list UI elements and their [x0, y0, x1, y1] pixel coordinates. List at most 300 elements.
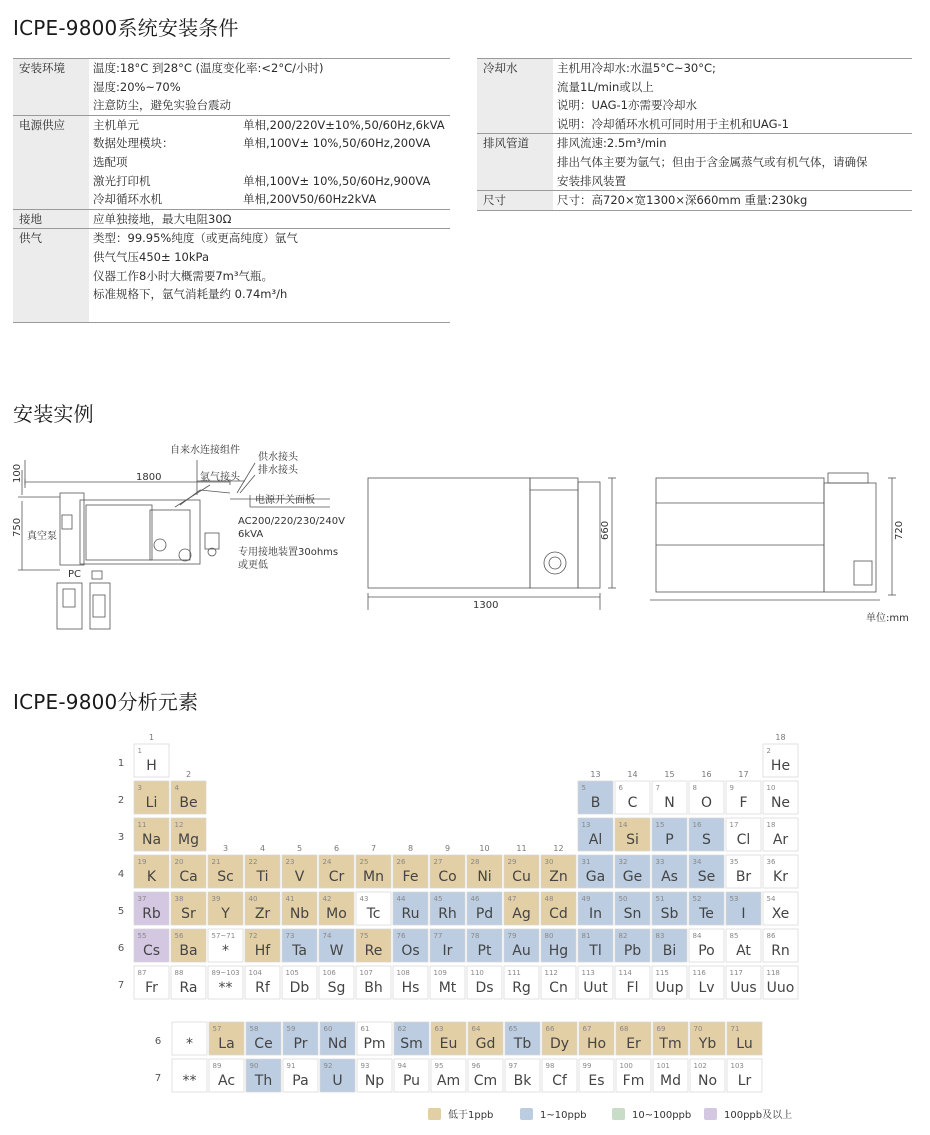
element-symbol: Li — [145, 795, 158, 811]
element-symbol: Hf — [254, 943, 271, 959]
dimension-label: 660 — [600, 520, 611, 540]
element-symbol: Eu — [439, 1036, 458, 1052]
unit-label: 单位:mm — [866, 613, 909, 624]
spec-key: 排风管道 — [477, 134, 553, 153]
section-title-install-example: 安装实例 — [13, 402, 94, 426]
atomic-number: 117 — [729, 969, 743, 977]
atomic-number: 105 — [285, 969, 299, 977]
periodic-table — [0, 730, 930, 1135]
element-symbol: Kr — [773, 869, 788, 885]
spec-value: 主机用冷却水:水温5°C~30°C; — [553, 59, 912, 78]
diagram-label: 6kVA — [238, 529, 264, 540]
element-symbol: Na — [141, 832, 162, 848]
element-symbol: Md — [660, 1073, 681, 1089]
element-symbol: Ta — [292, 943, 307, 959]
element-symbol: Ni — [477, 869, 492, 885]
element-symbol: Mt — [438, 980, 457, 996]
element-symbol: Si — [626, 832, 639, 848]
atomic-number: 32 — [618, 858, 628, 866]
spec-key — [13, 285, 89, 304]
spec-value-detail: 单相,200/220V±10%,50/60Hz,6kVA — [239, 115, 450, 134]
spec-key: 安装环境 — [13, 59, 89, 78]
element-symbol: Ir — [442, 943, 453, 959]
atomic-number: 7 — [655, 784, 660, 792]
atomic-number: 71 — [730, 1025, 740, 1033]
atomic-number: 100 — [619, 1062, 633, 1070]
atomic-number: 25 — [359, 858, 369, 866]
spec-value: 尺寸：高720×宽1300×深660mm 重量:230kg — [553, 191, 912, 211]
atomic-number: 82 — [618, 932, 628, 940]
atomic-number: 4 — [174, 784, 179, 792]
element-symbol: Pt — [477, 943, 492, 959]
atomic-number: 84 — [692, 932, 702, 940]
element-symbol: Ru — [401, 906, 420, 922]
period-number: 3 — [117, 832, 125, 843]
atomic-number: 87 — [137, 969, 147, 977]
atomic-number: 59 — [286, 1025, 296, 1033]
period-number: 5 — [117, 906, 125, 917]
atomic-number: 89~103 — [211, 969, 240, 977]
atomic-number: 55 — [137, 932, 147, 940]
spec-value-detail: 单相,200V50/60Hz2kVA — [243, 192, 377, 207]
atomic-number: 27 — [433, 858, 443, 866]
atomic-number: 30 — [544, 858, 554, 866]
spec-key — [13, 267, 89, 286]
spec-value: 数据处理模块： — [93, 136, 174, 151]
spec-key: 接地 — [13, 209, 89, 229]
atomic-number: 11 — [137, 821, 147, 829]
element-symbol: Cs — [142, 943, 161, 959]
atomic-number: 90 — [249, 1062, 259, 1070]
page-title-install-conditions: ICPE-9800系统安装条件 — [13, 16, 239, 40]
period-number: 6 — [117, 943, 125, 954]
spec-value: 湿度:20%~70% — [93, 79, 181, 94]
element-symbol: Pr — [293, 1036, 308, 1052]
atomic-number: 102 — [693, 1062, 707, 1070]
element-symbol: Es — [588, 1073, 605, 1089]
atomic-number: 104 — [248, 969, 262, 977]
element-symbol: As — [661, 869, 678, 885]
element-symbol: S — [702, 832, 711, 848]
atomic-number: 18 — [766, 821, 776, 829]
period-number: 1 — [117, 758, 125, 769]
element-symbol: Sb — [660, 906, 679, 922]
element-symbol: Mn — [363, 869, 384, 885]
element-symbol: Uup — [655, 980, 684, 996]
spec-value: 类型：99.95%纯度（或更高纯度）氩气 — [89, 229, 450, 248]
spec-key — [13, 134, 89, 153]
spec-key — [477, 153, 553, 172]
diagram-label: 氩气接头 — [200, 472, 240, 483]
element-symbol: Rn — [771, 943, 790, 959]
atomic-number: 107 — [359, 969, 373, 977]
atomic-number: 97 — [508, 1062, 518, 1070]
element-symbol: Te — [699, 906, 714, 922]
section-title-elements: ICPE-9800分析元素 — [13, 690, 199, 714]
atomic-number: 61 — [360, 1025, 370, 1033]
atomic-number: 58 — [249, 1025, 259, 1033]
atomic-number: 83 — [655, 932, 665, 940]
atomic-number: 2 — [766, 747, 771, 755]
atomic-number: 75 — [359, 932, 369, 940]
element-symbol: Lu — [736, 1036, 753, 1052]
diagram-label: 或更低 — [238, 560, 268, 571]
atomic-number: 80 — [544, 932, 554, 940]
atomic-number: 114 — [618, 969, 632, 977]
atomic-number: 49 — [581, 895, 591, 903]
diagram-label: 真空泵 — [27, 531, 57, 542]
atomic-number: 5 — [581, 784, 586, 792]
element-symbol: Bh — [364, 980, 383, 996]
element-symbol: He — [770, 758, 791, 774]
spec-key: 尺寸 — [477, 191, 553, 211]
atomic-number: 20 — [174, 858, 184, 866]
atomic-number: 68 — [619, 1025, 629, 1033]
spec-key — [477, 78, 553, 97]
atomic-number: 42 — [322, 895, 332, 903]
atomic-number: 57~71 — [211, 932, 236, 940]
element-symbol: Fr — [145, 980, 158, 996]
group-number: 2 — [185, 770, 192, 779]
element-symbol: Os — [401, 943, 420, 959]
atomic-number: 93 — [360, 1062, 370, 1070]
atomic-number: 106 — [322, 969, 336, 977]
element-symbol: Rg — [512, 980, 531, 996]
legend-label: 10~100ppb — [632, 1110, 692, 1121]
group-number: 15 — [664, 770, 675, 779]
element-symbol: Rf — [255, 980, 270, 996]
atomic-number: 95 — [434, 1062, 444, 1070]
element-symbol: Xe — [771, 906, 790, 922]
group-number: 8 — [407, 844, 414, 853]
element-symbol: Ar — [772, 832, 789, 848]
element-symbol: Co — [438, 869, 457, 885]
element-symbol: Er — [626, 1036, 641, 1052]
spec-value — [89, 304, 239, 323]
atomic-number: 12 — [174, 821, 184, 829]
spec-value: 说明：冷却循环水机可同时用于主机和UAG-1 — [557, 116, 789, 131]
element-symbol: Nb — [289, 906, 310, 922]
atomic-number: 118 — [766, 969, 780, 977]
spec-value: 排出气体主要为氩气；但由于含金属蒸气或有机气体，请确保 — [557, 154, 868, 169]
atomic-number: 43 — [359, 895, 369, 903]
element-symbol: Yb — [698, 1036, 717, 1052]
atomic-number: 40 — [248, 895, 258, 903]
element-symbol: * — [222, 943, 229, 959]
group-number: 16 — [701, 770, 712, 779]
atomic-number: 98 — [545, 1062, 555, 1070]
spec-key — [477, 96, 553, 115]
atomic-number: 35 — [729, 858, 739, 866]
element-symbol: Ho — [586, 1036, 607, 1052]
atomic-number: 69 — [656, 1025, 666, 1033]
atomic-number: 39 — [211, 895, 221, 903]
atomic-number: 46 — [470, 895, 480, 903]
atomic-number: 47 — [507, 895, 517, 903]
atomic-number: 101 — [656, 1062, 670, 1070]
spec-key — [13, 172, 89, 191]
dimension-label: 1800 — [136, 472, 162, 483]
atomic-number: 22 — [248, 858, 258, 866]
atomic-number: 89 — [212, 1062, 222, 1070]
element-symbol: Be — [179, 795, 198, 811]
atomic-number: 44 — [396, 895, 406, 903]
element-symbol: Ba — [179, 943, 198, 959]
element-symbol: N — [664, 795, 675, 811]
element-symbol: Uut — [583, 980, 608, 996]
element-symbol: P — [665, 832, 674, 848]
legend-label: 100ppb及以上 — [724, 1110, 793, 1121]
group-number: 18 — [775, 733, 786, 742]
element-symbol: F — [739, 795, 748, 811]
element-symbol: No — [697, 1073, 718, 1089]
element-symbol: Cl — [736, 832, 751, 848]
spec-table-left — [13, 58, 450, 323]
element-symbol: Ag — [512, 906, 531, 922]
atomic-number: 37 — [137, 895, 147, 903]
element-symbol: Pd — [475, 906, 494, 922]
atomic-number: 63 — [434, 1025, 444, 1033]
atomic-number: 72 — [248, 932, 258, 940]
atomic-number: 10 — [766, 784, 776, 792]
atomic-number: 3 — [137, 784, 142, 792]
spec-key: 电源供应 — [13, 115, 89, 134]
period-number: 7 — [117, 980, 125, 991]
atomic-number: 108 — [396, 969, 410, 977]
element-symbol: Tb — [513, 1036, 532, 1052]
atomic-number: 33 — [655, 858, 665, 866]
spec-value: 主机单元 — [89, 115, 239, 134]
element-symbol: Ga — [585, 869, 606, 885]
atomic-number: 111 — [507, 969, 521, 977]
element-symbol: Ge — [622, 869, 643, 885]
element-symbol: In — [588, 906, 603, 922]
spec-key: 供气 — [13, 229, 89, 248]
spec-key — [477, 172, 553, 191]
group-number: 12 — [553, 844, 564, 853]
element-symbol: Bk — [513, 1073, 532, 1089]
dimension-label: 750 — [12, 517, 23, 537]
atomic-number: 17 — [729, 821, 739, 829]
element-symbol: Cd — [549, 906, 568, 922]
element-symbol: Cm — [473, 1073, 498, 1089]
atomic-number: 62 — [397, 1025, 407, 1033]
element-symbol: C — [627, 795, 638, 811]
atomic-number: 110 — [470, 969, 484, 977]
atomic-number: 52 — [692, 895, 702, 903]
group-number: 1 — [148, 733, 155, 742]
atomic-number: 50 — [618, 895, 628, 903]
spec-value-detail — [239, 78, 450, 97]
element-symbol: Re — [364, 943, 383, 959]
atomic-number: 78 — [470, 932, 480, 940]
element-symbol: Pb — [623, 943, 642, 959]
atomic-number: 112 — [544, 969, 558, 977]
element-symbol: Tl — [589, 943, 602, 959]
diagram-label: AC200/220/230/240V — [238, 516, 345, 527]
element-symbol: Mg — [178, 832, 199, 848]
atomic-number: 15 — [655, 821, 665, 829]
element-symbol: Cu — [512, 869, 531, 885]
atomic-number: 19 — [137, 858, 147, 866]
atomic-number: 38 — [174, 895, 184, 903]
element-symbol: Zr — [254, 906, 271, 922]
atomic-number: 74 — [322, 932, 332, 940]
atomic-number: 51 — [655, 895, 665, 903]
atomic-number: 116 — [692, 969, 706, 977]
element-symbol: B — [590, 795, 601, 811]
spec-value: 选配项 — [93, 154, 128, 169]
spec-value-detail — [239, 153, 450, 172]
group-number: 9 — [444, 844, 451, 853]
element-symbol: W — [329, 943, 344, 959]
element-symbol: Lv — [698, 980, 715, 996]
element-symbol: Sg — [327, 980, 346, 996]
atomic-number: 77 — [433, 932, 443, 940]
element-symbol: Hg — [548, 943, 569, 959]
group-number: 10 — [479, 844, 490, 853]
element-symbol: Fe — [402, 869, 419, 885]
group-number: 14 — [627, 770, 638, 779]
atomic-number: 31 — [581, 858, 591, 866]
element-symbol: H — [146, 758, 157, 774]
diagram-label: 专用接地装置30ohms — [238, 547, 339, 558]
legend-swatch — [704, 1108, 717, 1120]
atomic-number: 115 — [655, 969, 669, 977]
element-symbol: O — [700, 795, 713, 811]
dimension-label: 1300 — [473, 600, 499, 611]
spec-key — [13, 153, 89, 172]
atomic-number: 81 — [581, 932, 591, 940]
element-symbol: Tc — [366, 906, 381, 922]
group-number: 6 — [333, 844, 340, 853]
atomic-number: 92 — [323, 1062, 333, 1070]
atomic-number: 79 — [507, 932, 517, 940]
element-symbol: Zn — [549, 869, 568, 885]
atomic-number: 6 — [618, 784, 623, 792]
group-number: 13 — [590, 770, 601, 779]
group-number: 11 — [516, 844, 527, 853]
atomic-number: 65 — [508, 1025, 518, 1033]
element-symbol: Ac — [217, 1073, 236, 1089]
atomic-number: 94 — [397, 1062, 407, 1070]
element-symbol: Au — [512, 943, 531, 959]
atomic-number: 73 — [285, 932, 295, 940]
element-symbol: Nd — [327, 1036, 348, 1052]
f-block-period-number: 6 — [154, 1036, 162, 1047]
element-symbol: I — [741, 906, 746, 922]
element-symbol: Tm — [659, 1036, 682, 1052]
element-symbol: V — [294, 869, 305, 885]
group-number: 17 — [738, 770, 749, 779]
element-symbol: Uus — [730, 980, 757, 996]
element-symbol: Cr — [328, 869, 345, 885]
atomic-number: 96 — [471, 1062, 481, 1070]
element-symbol: Ca — [179, 869, 198, 885]
atomic-number: 9 — [729, 784, 734, 792]
atomic-number: 1 — [137, 747, 142, 755]
spec-key — [477, 115, 553, 134]
element-symbol: Sm — [400, 1036, 423, 1052]
element-symbol: Ti — [256, 869, 269, 885]
element-symbol: Pu — [402, 1073, 421, 1089]
atomic-number: 66 — [545, 1025, 555, 1033]
element-symbol: Np — [364, 1073, 385, 1089]
element-symbol: Db — [289, 980, 310, 996]
element-symbol: Sn — [623, 906, 642, 922]
atomic-number: 53 — [729, 895, 739, 903]
element-symbol: Y — [221, 906, 230, 922]
element-symbol: At — [736, 943, 751, 959]
atomic-number: 85 — [729, 932, 739, 940]
legend-swatch — [428, 1108, 441, 1120]
spec-value-detail — [239, 304, 450, 323]
element-symbol: U — [332, 1073, 343, 1089]
element-symbol: Pm — [363, 1036, 386, 1052]
period-number: 4 — [117, 869, 125, 880]
atomic-number: 8 — [692, 784, 697, 792]
legend-label: 低于1ppb — [448, 1110, 494, 1121]
element-symbol: Dy — [549, 1036, 570, 1052]
legend-swatch — [612, 1108, 625, 1120]
legend-label: 1~10ppb — [540, 1110, 587, 1121]
element-symbol: K — [146, 869, 157, 885]
spec-key — [13, 248, 89, 267]
element-symbol: Lr — [737, 1073, 752, 1089]
installation-diagram — [0, 435, 930, 635]
atomic-number: 41 — [285, 895, 295, 903]
element-symbol: Bi — [662, 943, 677, 959]
element-symbol: Cn — [549, 980, 568, 996]
atomic-number: 54 — [766, 895, 776, 903]
atomic-number: 70 — [693, 1025, 703, 1033]
spec-key: 冷却水 — [477, 59, 553, 78]
atomic-number: 26 — [396, 858, 406, 866]
atomic-number: 29 — [507, 858, 517, 866]
spec-key — [13, 304, 89, 323]
dimension-label: 720 — [894, 520, 905, 540]
element-symbol: Ce — [254, 1036, 273, 1052]
diagram-label: PC — [68, 569, 82, 580]
atomic-number: 103 — [730, 1062, 744, 1070]
spec-value: 排风流速:2.5m³/min — [553, 134, 912, 153]
period-number: 2 — [117, 795, 125, 806]
spec-value: 仪器工作8小时大概需要7m³气瓶。 — [93, 268, 273, 283]
atomic-number: 28 — [470, 858, 480, 866]
diagram-label: 电源开关面板 — [255, 495, 315, 506]
element-symbol: Th — [254, 1073, 273, 1089]
element-symbol: Se — [697, 869, 716, 885]
group-number: 7 — [370, 844, 377, 853]
spec-key — [13, 190, 89, 209]
spec-value-detail: 单相,100V± 10%,50/60Hz,200VA — [243, 136, 431, 151]
spec-value: 冷却循环水机 — [93, 192, 162, 207]
element-symbol: Pa — [292, 1073, 309, 1089]
element-symbol: Fl — [626, 980, 639, 996]
atomic-number: 99 — [582, 1062, 592, 1070]
atomic-number: 91 — [286, 1062, 296, 1070]
atomic-number: 13 — [581, 821, 591, 829]
atomic-number: 34 — [692, 858, 702, 866]
atomic-number: 48 — [544, 895, 554, 903]
element-symbol: Gd — [475, 1036, 496, 1052]
element-symbol: Am — [436, 1073, 461, 1089]
spec-value: 注意防尘，避免实验台震动 — [93, 98, 231, 113]
element-symbol: La — [218, 1036, 235, 1052]
spec-key — [13, 96, 89, 115]
diagram-label: 供水接头 — [258, 452, 298, 463]
atomic-number: 113 — [581, 969, 595, 977]
